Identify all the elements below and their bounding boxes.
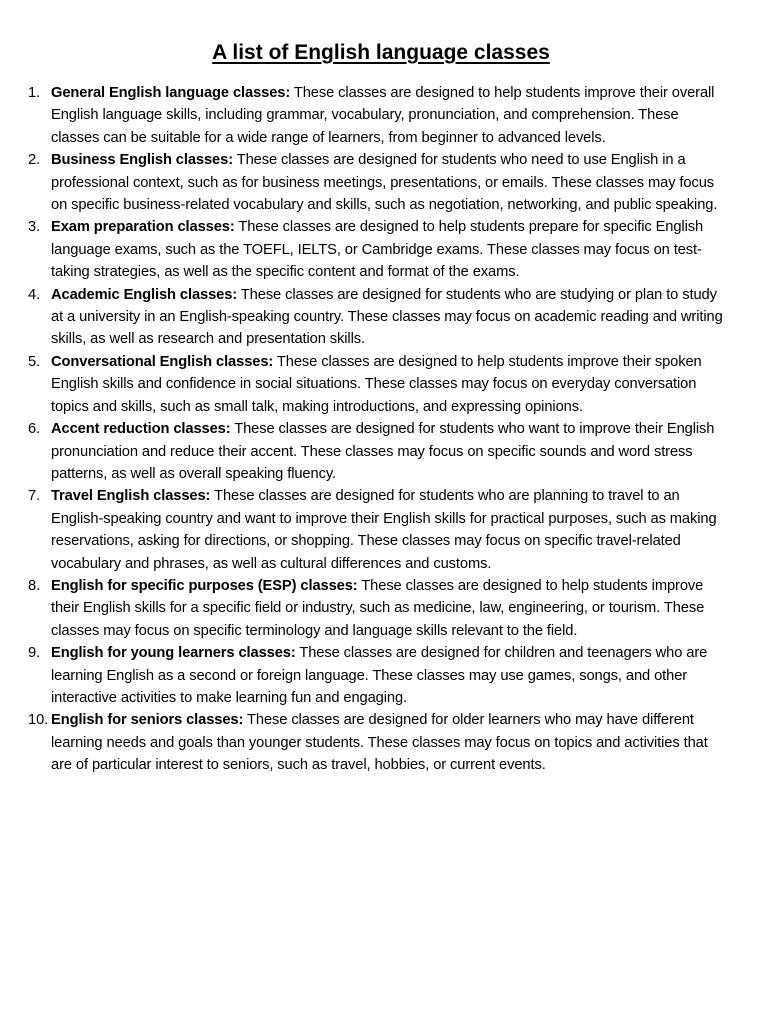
item-title: English for young learners classes: [51, 645, 296, 662]
list-item [28, 351, 724, 418]
item-description: These classes are designed for older learners who may have different learning needs and goals than younger students. These classes may focus on topics and activities that are of particular interest to seniors, such as travel, hobbies, or current events. [51, 712, 708, 774]
item-description: These classes are designed for students who are planning to travel to an English-speaking country and want to improve their English skills for practical purposes, such as making reservations, asking for directions, or shopping. These classes may focus on specific travel-related vocabulary and phrases, as well as cultural differences and customs. [51, 488, 717, 572]
item-description: These classes are designed to help students prepare for specific English language exams, such as the TOEFL, IELTS, or Cambridge exams. These classes may focus on test-taking strategies, as well as the specific content and format of the exams. [51, 219, 704, 281]
list-item [28, 216, 724, 283]
item-title: General English language classes: [51, 85, 291, 101]
item-description: These classes are designed for children and teenagers who are learning English as a second or foreign language. These classes may use games, songs, and other interactive activities to make learning fun and engaging. [51, 645, 708, 706]
item-title: Exam preparation classes: [51, 219, 235, 236]
list-item [28, 149, 724, 216]
list-item [28, 82, 724, 149]
item-number: 9. [28, 645, 41, 662]
list-item [28, 575, 724, 642]
item-description: These classes are designed to help students improve their overall English language skills, including grammar, vocabulary, pronunciation, and comprehension. These classes can be suitable for a wide range of learners, from beginner to advanced levels. [51, 85, 715, 146]
item-number: 6. [28, 421, 41, 438]
item-number: 4. [28, 286, 41, 303]
item-description: These classes are designed for students who want to improve their English pronunciation and reduce their accent. These classes may focus on specific sounds and word stress patterns, as well as overall speaking fluency. [51, 421, 715, 482]
item-number: 2. [28, 152, 41, 169]
item-number: 8. [28, 577, 41, 594]
item-title: Business English classes: [51, 152, 233, 169]
list-item [28, 284, 724, 351]
item-number: 1. [28, 85, 41, 101]
list-item [28, 642, 724, 709]
item-title: Accent reduction classes: [51, 421, 231, 438]
list-item [28, 709, 724, 776]
item-description: These classes are designed for students who need to use English in a professional context, such as for business meetings, presentations, or emails. These classes may focus on specific business-related vocabulary and skills, such as negotiation, networking, and public speaking. [51, 152, 718, 214]
item-title: Conversational English classes: [51, 353, 274, 370]
item-number: 7. [28, 488, 41, 505]
item-description: These classes are designed to help students improve their English skills for a specific field or industry, such as medicine, law, engineering, or tourism. These classes may focus on specific terminology and language skills relevant to the field. [51, 577, 705, 639]
item-number: 10. [28, 712, 49, 729]
item-title: Travel English classes: [51, 488, 211, 505]
document-title: A list of English language classes [212, 41, 550, 64]
item-title: English for seniors classes: [51, 712, 244, 729]
list-item [28, 485, 724, 575]
item-description: These classes are designed to help students improve their spoken English skills and confidence in social situations. These classes may focus on everyday conversation topics and skills, such as small talk, making introductions, and expressing opinions. [51, 353, 702, 415]
list-item [28, 418, 724, 485]
class-list [28, 82, 724, 777]
item-description: These classes are designed for students who are studying or plan to study at a university in an English-speaking country. These classes may focus on academic reading and writing skills, as well as research and presentation skills. [51, 286, 723, 348]
item-title: English for specific purposes (ESP) classes: [51, 577, 358, 594]
item-number: 3. [28, 219, 41, 236]
item-title: Academic English classes: [51, 286, 238, 303]
item-number: 5. [28, 353, 41, 370]
